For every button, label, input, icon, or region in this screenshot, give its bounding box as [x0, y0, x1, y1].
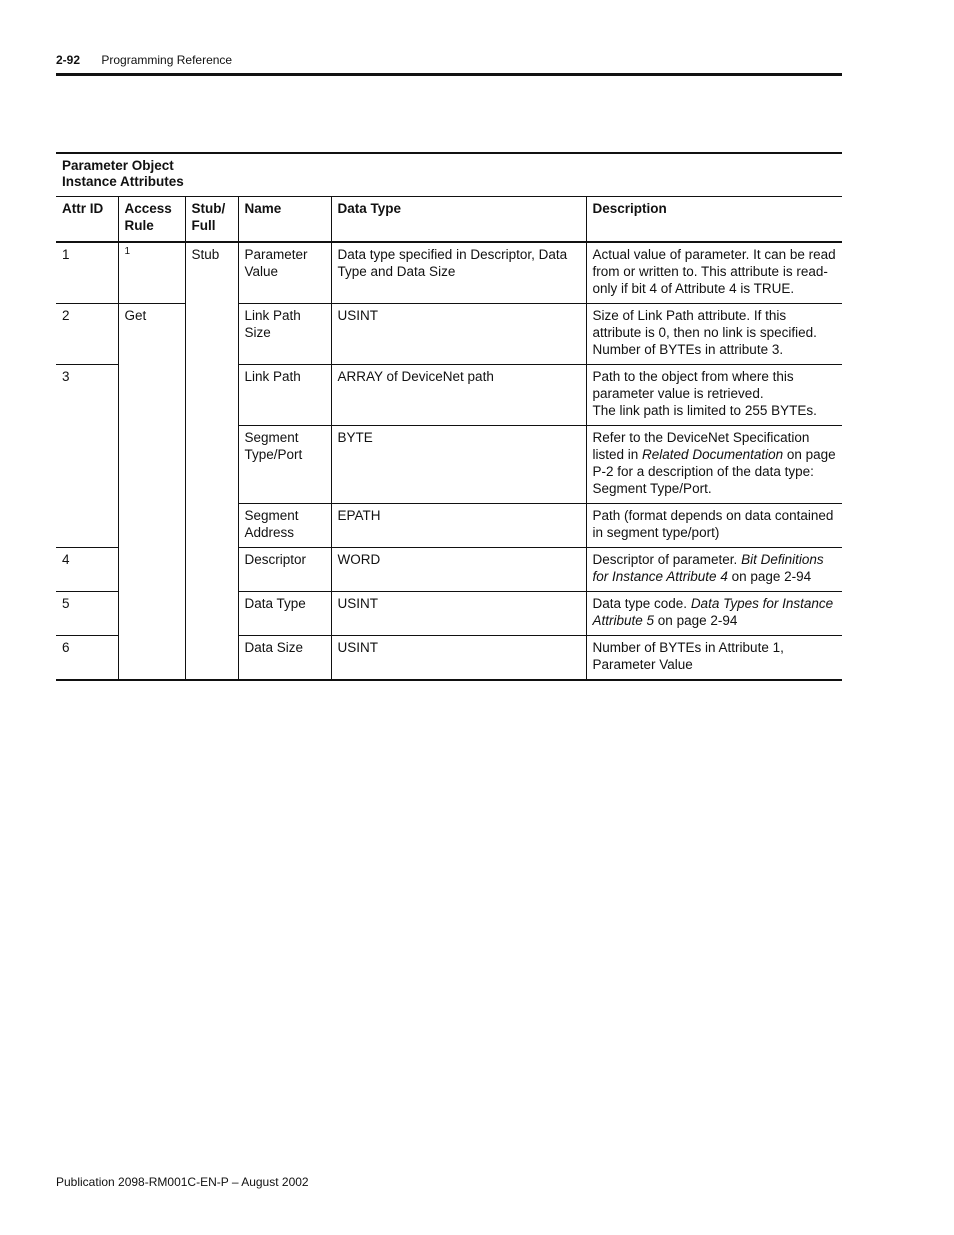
cell-description: Actual value of parameter. It can be read from or written to. This attribute is read-only if bit 4 of Attribute 4 is TRUE. [586, 242, 842, 304]
header-access-rule-line1: Access [124, 201, 172, 216]
header-rule [56, 73, 842, 76]
header-attr-id: Attr ID [56, 197, 118, 242]
cell-description [586, 592, 842, 636]
cell-attr-id: 3 [56, 365, 118, 548]
header-access-rule [118, 197, 185, 242]
description-reference: Bit Definitions for Instance Attribute 4 [592, 552, 824, 584]
cell-name: Parameter Value [238, 242, 331, 304]
table-row [56, 242, 842, 304]
description-text: on page 2-94 [654, 613, 738, 628]
cell-data-type: WORD [331, 548, 586, 592]
description-text: Refer to the DeviceNet Specification listed in [592, 430, 810, 462]
description-text: on page P-2 for a description of the data type: Segment Type/Port. [592, 447, 836, 496]
cell-access-rule: Get [118, 304, 185, 681]
cell-data-type: USINT [331, 304, 586, 365]
cell-data-type: USINT [331, 592, 586, 636]
cell-description [586, 426, 842, 504]
cell-attr-id: 2 [56, 304, 118, 365]
cell-description: Size of Link Path attribute. If this attribute is 0, then no link is specified. Number of BYTEs in attribute 3. [586, 304, 842, 365]
caption-line-1: Parameter Object [62, 158, 174, 173]
header-data-type: Data Type [331, 197, 586, 242]
cell-description [586, 365, 842, 426]
header-name: Name [238, 197, 331, 242]
header-access-rule-line2: Rule [124, 218, 154, 233]
section-title: Programming Reference [101, 53, 233, 67]
description-text: Descriptor of parameter. [592, 552, 742, 567]
cell-data-type: ARRAY of DeviceNet path [331, 365, 586, 426]
description-line-1: Path to the object from where this parameter value is retrieved. [592, 369, 794, 401]
instance-attributes-table [56, 152, 842, 681]
cell-description [586, 548, 842, 592]
cell-name: Data Type [238, 592, 331, 636]
cell-data-type: Data type specified in Descriptor, Data Type and Data Size [331, 242, 586, 304]
publication-info: Publication 2098-RM001C-EN-P – August 2002 [56, 1175, 309, 1189]
table-caption [56, 152, 842, 197]
cell-description: Number of BYTEs in Attribute 1, Parameter Value [586, 636, 842, 681]
page-number: 2-92 [56, 53, 81, 67]
cell-name: Link Path Size [238, 304, 331, 365]
cell-name: Data Size [238, 636, 331, 681]
cell-description: Path (format depends on data contained in segment type/port) [586, 504, 842, 548]
header-stub-full-line2: Full [191, 218, 216, 233]
cell-data-type: EPATH [331, 504, 586, 548]
footnote-marker: 1 [124, 246, 131, 257]
page-footer [56, 1174, 309, 1190]
cell-data-type: BYTE [331, 426, 586, 504]
cell-name: Segment Type/Port [238, 426, 331, 504]
header-stub-full [185, 197, 238, 242]
table-row [56, 304, 842, 365]
page-header [56, 52, 842, 72]
caption-line-2: Instance Attributes [62, 174, 184, 189]
attributes-table [56, 197, 842, 681]
description-text: on page 2-94 [727, 569, 812, 584]
cell-access-rule [118, 242, 185, 304]
description-reference: Related Documentation [642, 447, 784, 462]
cell-name: Segment Address [238, 504, 331, 548]
cell-data-type: USINT [331, 636, 586, 681]
cell-attr-id: 1 [56, 242, 118, 304]
header-stub-full-line1: Stub/ [191, 201, 226, 216]
cell-name: Descriptor [238, 548, 331, 592]
header-description: Description [586, 197, 842, 242]
cell-attr-id: 4 [56, 548, 118, 592]
cell-attr-id: 5 [56, 592, 118, 636]
cell-stub-full: Stub [185, 242, 238, 680]
cell-attr-id: 6 [56, 636, 118, 681]
description-line-2: The link path is limited to 255 BYTEs. [592, 403, 817, 418]
cell-name: Link Path [238, 365, 331, 426]
description-reference: Data Types for Instance Attribute 5 [592, 596, 834, 628]
table-header-row [56, 197, 842, 242]
description-text: Data type code. [592, 596, 691, 611]
